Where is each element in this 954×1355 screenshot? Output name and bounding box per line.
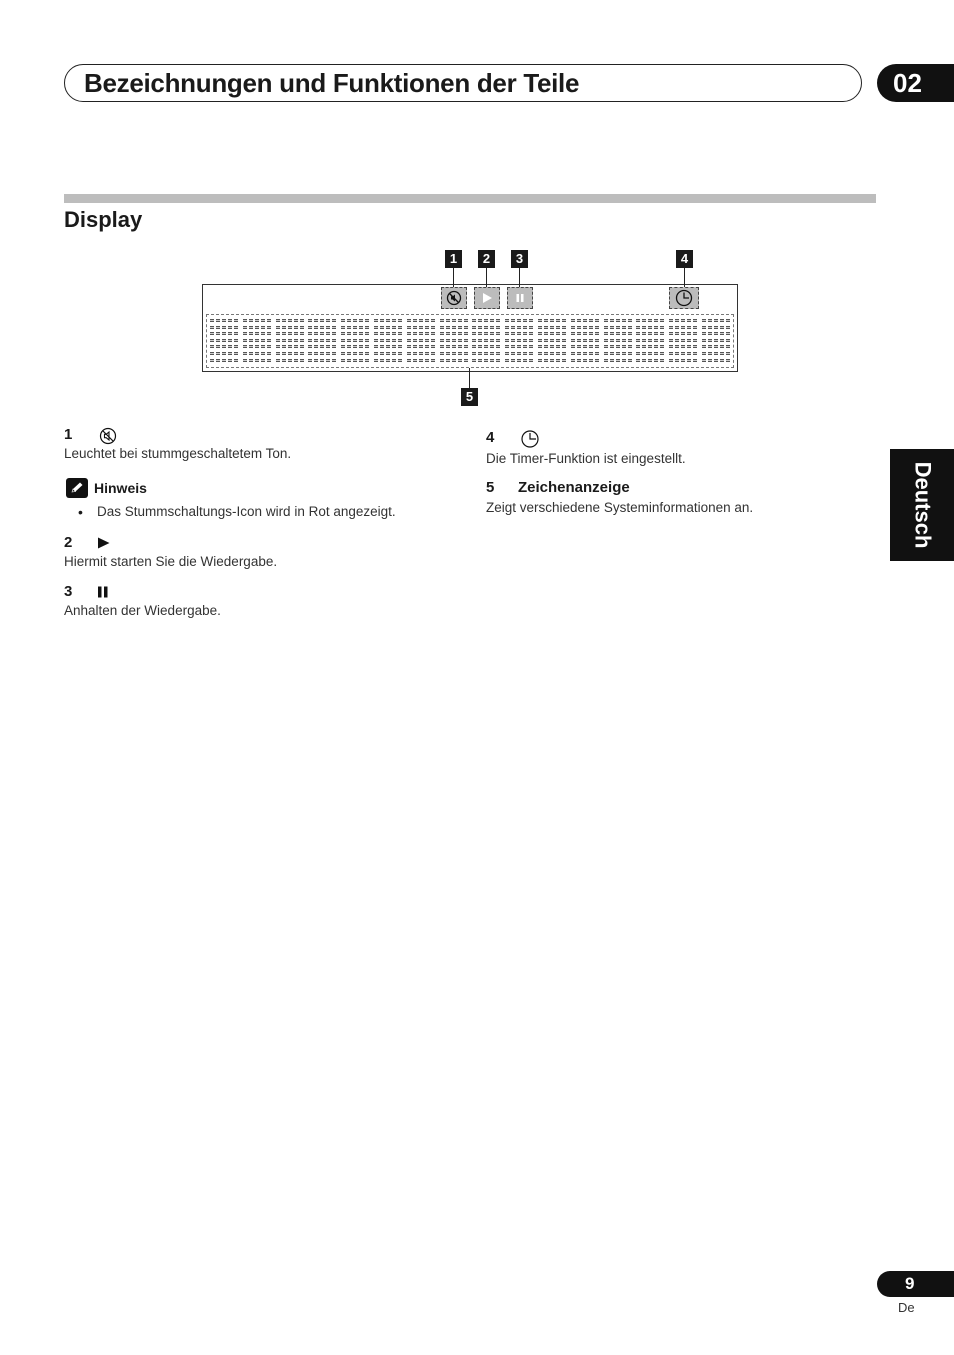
dot-row [669,326,699,329]
dot-row [571,319,601,322]
dot-row [636,345,666,348]
play-icon [474,287,500,309]
dot-row [702,339,732,342]
dot-row [505,345,535,348]
dot-row [440,352,470,355]
dot-row [341,319,371,322]
dot-row [604,339,634,342]
dot-row [505,352,535,355]
item-5-number: 5 [486,479,495,496]
dot-row [604,345,634,348]
dot-row [538,326,568,329]
dot-row [341,332,371,335]
dot-row [636,319,666,322]
character-cell [538,319,568,365]
dot-row [374,326,404,329]
dot-row [341,339,371,342]
dot-row [702,352,732,355]
dot-row [407,345,437,348]
callout-3: 3 [511,250,528,268]
dot-row [210,339,240,342]
item-3-number: 3 [64,583,73,600]
dot-row [702,319,732,322]
dot-row [407,339,437,342]
character-cell [604,319,634,365]
dot-row [505,332,535,335]
dot-row [210,326,240,329]
character-cell [472,319,502,365]
callout-5: 5 [461,388,478,406]
dot-row [571,339,601,342]
dot-row [308,339,338,342]
item-2-number: 2 [64,534,73,551]
pause-icon [97,585,111,603]
callout-2: 2 [478,250,495,268]
mute-icon [441,287,467,309]
dot-row [440,332,470,335]
dot-row [243,345,273,348]
dot-row [440,319,470,322]
character-display-area [206,314,734,368]
dot-row [243,319,273,322]
character-cell [505,319,535,365]
chapter-title: Bezeichnungen und Funktionen der Teile [84,68,580,98]
dot-row [276,319,306,322]
dot-row [210,359,240,362]
callout-4: 4 [676,250,693,268]
dot-row [604,352,634,355]
note-label: Hinweis [94,480,147,496]
dot-row [505,319,535,322]
dot-row [440,339,470,342]
dot-row [669,345,699,348]
dot-row [374,332,404,335]
dot-row [407,326,437,329]
dot-row [538,319,568,322]
dot-row [571,345,601,348]
dot-row [636,326,666,329]
dot-row [407,319,437,322]
character-cell [571,319,601,365]
dot-row [210,332,240,335]
dot-row [341,352,371,355]
note-text: Das Stummschaltungs-Icon wird in Rot angezeigt. [97,504,396,519]
dot-row [243,352,273,355]
dot-row [571,352,601,355]
dot-row [472,345,502,348]
dot-row [636,359,666,362]
character-cell [374,319,404,365]
timer-icon [669,287,699,309]
dot-row [276,345,306,348]
page-language-code: De [898,1300,915,1315]
dot-row [341,326,371,329]
dot-row [604,332,634,335]
display-diagram [0,0,954,420]
dot-row [604,319,634,322]
dot-row [308,326,338,329]
chapter-number-badge: 02 [877,64,954,102]
character-cell [210,319,240,365]
leader-line-1 [453,268,454,287]
dot-row [440,359,470,362]
item-3-description: Anhalten der Wiedergabe. [64,603,221,618]
dot-row [243,339,273,342]
leader-line-3 [519,268,520,287]
dot-row [472,326,502,329]
character-cell [407,319,437,365]
character-cell [702,319,732,365]
dot-row [505,359,535,362]
leader-line-4 [684,268,685,287]
dot-row [669,319,699,322]
leader-line-2 [486,268,487,287]
character-cell [669,319,699,365]
language-tab-label: Deutsch [910,461,936,549]
dot-row [604,326,634,329]
dot-row [440,345,470,348]
dot-row [308,319,338,322]
character-cell [440,319,470,365]
dot-row [472,319,502,322]
dot-row [374,319,404,322]
dot-row [538,332,568,335]
language-tab [890,449,954,561]
dot-row [308,352,338,355]
section-divider [64,194,876,203]
item-1-number: 1 [64,426,73,443]
play-icon [97,536,111,554]
dot-row [636,352,666,355]
dot-row [374,352,404,355]
dot-row [243,359,273,362]
item-2-description: Hiermit starten Sie die Wiedergabe. [64,554,278,569]
dot-row [407,359,437,362]
dot-row [669,359,699,362]
dot-row [538,359,568,362]
dot-row [571,332,601,335]
dot-row [308,359,338,362]
dot-row [276,326,306,329]
character-cell [308,319,338,365]
dot-row [440,326,470,329]
dot-row [407,332,437,335]
dot-row [308,332,338,335]
dot-row [472,352,502,355]
dot-row [636,339,666,342]
dot-row [636,332,666,335]
dot-row [669,339,699,342]
dot-row [341,359,371,362]
dot-row [243,326,273,329]
pencil-icon [66,478,88,498]
leader-line-5 [469,368,470,388]
dot-row [243,332,273,335]
item-4-description: Die Timer-Funktion ist eingestellt. [486,451,686,466]
dot-row [702,359,732,362]
dot-row [276,339,306,342]
dot-row [308,345,338,348]
note-bullet: • [78,504,83,520]
dot-row [276,332,306,335]
dot-row [538,345,568,348]
character-cell [243,319,273,365]
pause-icon [507,287,533,309]
dot-row [702,332,732,335]
character-cell [341,319,371,365]
display-panel [202,284,738,372]
dot-row [571,359,601,362]
dot-row [604,359,634,362]
dot-row [538,339,568,342]
dot-row [571,326,601,329]
dot-row [669,352,699,355]
page-number-badge: 9 [877,1271,954,1297]
item-5-name: Zeichenanzeige [518,479,630,496]
dot-row [472,332,502,335]
item-5-description: Zeigt verschiedene Systeminformationen an. [486,500,754,515]
item-1-description: Leuchtet bei stummgeschaltetem Ton. [64,446,292,461]
dot-row [505,339,535,342]
dot-row [341,345,371,348]
dot-row [210,345,240,348]
dot-row [210,319,240,322]
section-title: Display [64,207,143,232]
dot-row [472,339,502,342]
dot-row [505,326,535,329]
dot-row [374,345,404,348]
callout-1: 1 [445,250,462,268]
dot-row [538,352,568,355]
dot-row [210,352,240,355]
dot-row [374,359,404,362]
dot-row [472,359,502,362]
dot-row [276,352,306,355]
dot-row [276,359,306,362]
dot-row [702,345,732,348]
character-cell [636,319,666,365]
dot-row [374,339,404,342]
dot-row [669,332,699,335]
character-cell [276,319,306,365]
dot-row [407,352,437,355]
item-4-number: 4 [486,429,495,446]
dot-row [702,326,732,329]
